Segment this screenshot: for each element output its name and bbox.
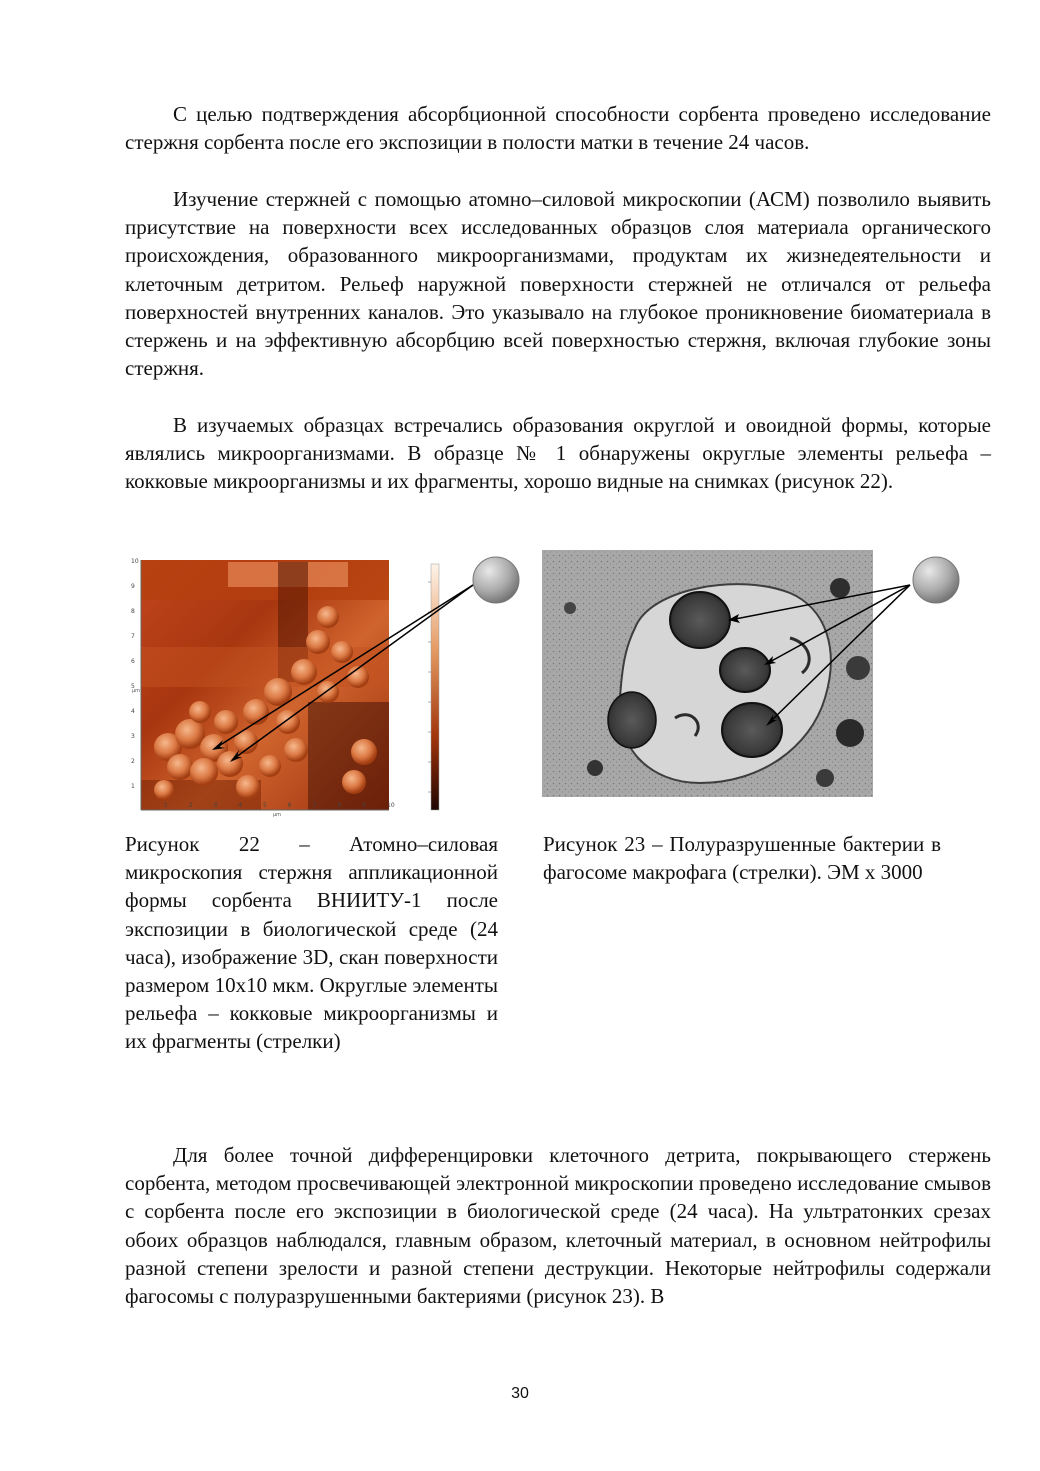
figure-23-em-image <box>540 548 970 800</box>
marker-circle-icon <box>913 557 959 603</box>
afm-y-unit: µm <box>132 688 141 694</box>
figure-22-caption: Рисунок 22 – Атомно–силовая микроскопия стержня аппликационной формы сорбента ВНИИТУ-1 после экспозиции в биологической среде (24 часа), изображение 3D, скан поверхности размером 10х10 мкм. Округлые элементы рельефа – кокковые микроорганизмы и их фрагменты (стрелки) <box>125 832 498 1054</box>
afm-y-tick: 4 <box>131 708 135 715</box>
afm-x-tick: 2 <box>188 802 193 809</box>
afm-y-tick: 7 <box>131 633 135 640</box>
afm-y-tick: 1 <box>131 783 135 790</box>
paragraph-2: Изучение стержней с помощью атомно–силовой микроскопии (АСМ) позволило выявить присутствие на поверхности всех исследованных образцов слоя материала органического происхождения, образованного микроорганизмами, продуктам их жизнедеятельности и клеточным детритом. Рельеф наружной поверхности стержней не отличался от рельефа поверхностей внутренних каналов. Это указывало на глубокое проникновение биоматериала в стержень и на эффективную абсорбцию всей поверхностью стержня, включая глубокие зоны стержня. <box>125 187 991 381</box>
afm-scan-picture <box>128 552 528 817</box>
afm-y-tick: 3 <box>131 733 135 740</box>
afm-x-tick: 7 <box>312 802 317 809</box>
afm-x-unit: µm <box>273 812 282 817</box>
afm-y-tick: 6 <box>131 658 135 665</box>
afm-x-tick: 8 <box>337 802 342 809</box>
afm-y-tick: 8 <box>131 608 135 615</box>
afm-x-tick: 9 <box>362 802 367 809</box>
afm-x-tick: 6 <box>287 802 292 809</box>
page-number: 30 <box>511 1385 529 1402</box>
marker-circle-icon <box>473 557 519 603</box>
figure-23-caption: Рисунок 23 – Полуразрушенные бактерии в фагосоме макрофага (стрелки). ЭМ х 3000 <box>543 832 941 885</box>
afm-y-tick: 10 <box>131 558 139 565</box>
afm-x-tick: 1 <box>163 802 168 809</box>
paragraph-4: Для более точной дифференцировки клеточного детрита, покрывающего стержень сорбента, методом просвечивающей электронной микроскопии проведено исследование смывов с сорбента после его экспозиции в биологической среде (24 часа). На ультратонких срезах обоих образцов наблюдался, главным образом, клеточный материал, в основном нейтрофилы разной степени зрелости и разной степени деструкции. Некоторые нейтрофилы содержали фагосомы с полуразрушенными бактериями (рисунок 23). В <box>125 1143 991 1309</box>
afm-color-scale <box>431 564 439 810</box>
afm-y-tick: 9 <box>131 583 135 590</box>
afm-x-tick: 4 <box>238 802 243 809</box>
afm-x-tick: 10 <box>387 802 395 809</box>
figure-22-afm-image <box>128 552 528 817</box>
afm-x-tick: 5 <box>263 802 267 809</box>
paragraph-1: С целью подтверждения абсорбционной способности сорбента проведено исследование стержня сорбента после его экспозиции в полости матки в течение 24 часов. <box>125 102 991 155</box>
afm-y-tick: 2 <box>131 758 135 765</box>
em-picture <box>540 548 970 800</box>
afm-y-tick: 5 <box>131 683 135 690</box>
afm-x-tick: 3 <box>213 802 218 809</box>
paragraph-3: В изучаемых образцах встречались образования округлой и овоидной формы, которые являлись микроорганизмами. В образце № 1 обнаружены округлые элементы рельефа – кокковые микроорганизмы и их фрагменты, хорошо видные на снимках (рисунок 22). <box>125 413 991 494</box>
